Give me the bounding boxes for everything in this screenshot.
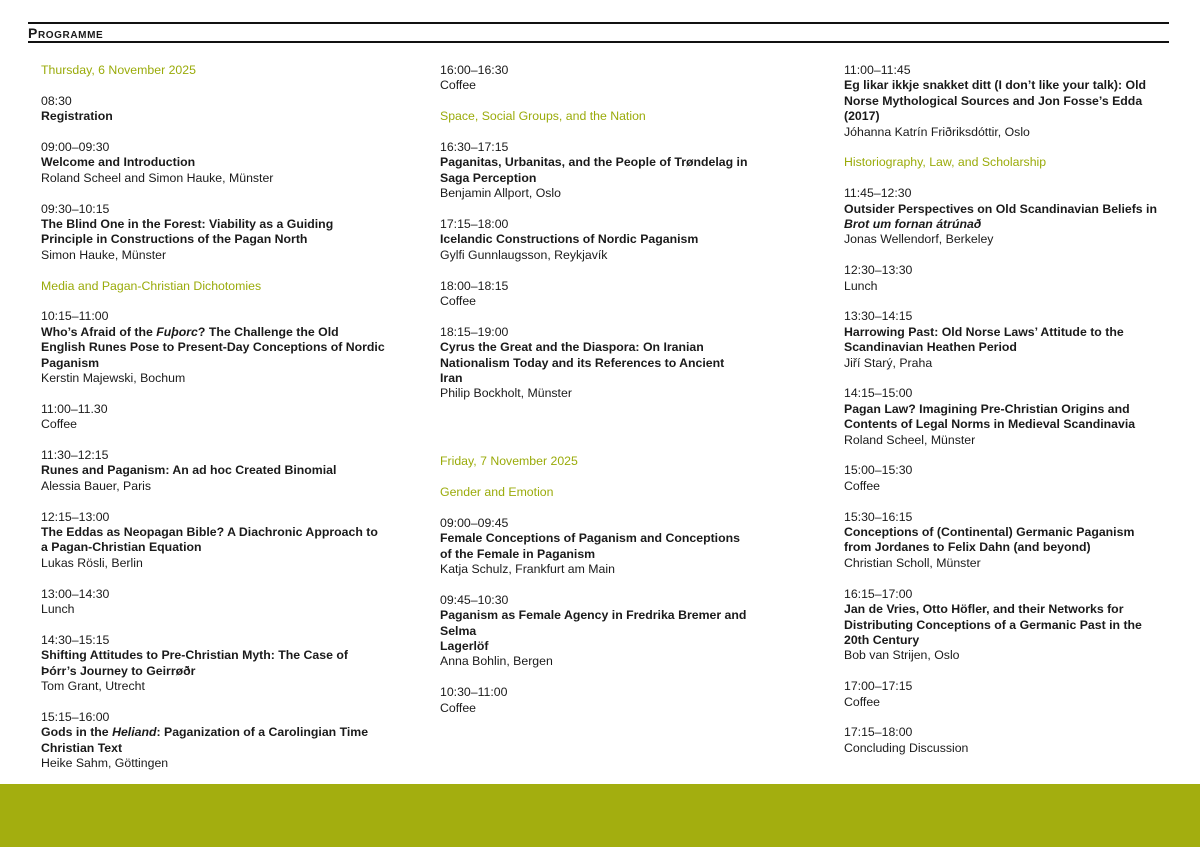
- talk-title-part: Gods in the: [41, 725, 113, 740]
- slot-speaker: Benjamin Allport, Oslo: [440, 186, 561, 201]
- programme-slot: [844, 510, 1164, 572]
- slot-speaker: Concluding Discussion: [844, 740, 969, 755]
- slot-speaker: Bob van Strijen, Oslo: [844, 648, 960, 663]
- section-title: Programme: [28, 25, 104, 41]
- slot-time: 09:30–10:15: [41, 201, 110, 216]
- talk-title: Female Conceptions of Paganism and Conceptions of the Female in Paganism: [440, 531, 740, 561]
- slot-speaker: Lunch: [41, 602, 75, 617]
- programme-slot: [440, 63, 748, 94]
- programme-slot: [440, 279, 748, 310]
- slot-speaker: Katja Schulz, Frankfurt am Main: [440, 562, 615, 577]
- slot-speaker: Roland Scheel, Münster: [844, 432, 976, 447]
- slot-time: 11:45–12:30: [844, 186, 912, 201]
- slot-time: 16:00–16:30: [440, 63, 509, 77]
- header-rule-bottom: [28, 41, 1169, 43]
- slot-speaker: Philip Bockholt, Münster: [440, 386, 572, 401]
- slot-time: 15:15–16:00: [41, 709, 110, 724]
- slot-time: 09:45–10:30: [440, 592, 509, 607]
- programme-slot: [844, 463, 1164, 494]
- slot-speaker: Coffee: [440, 78, 477, 93]
- slot-speaker: Heike Sahm, Göttingen: [41, 756, 169, 771]
- slot-time: 09:00–09:30: [41, 140, 110, 154]
- talk-title: The Blind One in the Forest: Viability as a Guiding Principle in Constructions of the Pagan North: [41, 217, 334, 247]
- programme-slot: [440, 325, 748, 402]
- slot-time: 18:15–19:00: [440, 324, 509, 339]
- session-heading: Space, Social Groups, and the Nation: [440, 109, 646, 124]
- slot-speaker: Jiří Starý, Praha: [844, 355, 933, 370]
- slot-speaker: Coffee: [844, 478, 881, 493]
- programme-slot: [440, 140, 748, 202]
- talk-title-part: Who’s Afraid of the: [41, 324, 157, 339]
- spacer: [440, 417, 748, 454]
- slot-time: 11:30–12:15: [41, 448, 109, 463]
- slot-time: 13:00–14:30: [41, 586, 110, 601]
- programme-slot: [844, 587, 1164, 664]
- programme-slot: [41, 402, 386, 433]
- slot-speaker: Roland Scheel and Simon Hauke, Münster: [41, 170, 274, 185]
- programme-slot: [41, 94, 386, 125]
- talk-title: Paganitas, Urbanitas, and the People of Trøndelag in Saga Perception: [440, 155, 748, 185]
- talk-title: Welcome and Introduction: [41, 155, 196, 170]
- talk-title-part: : Paganization of a Carolingian Time Christian Text: [41, 725, 369, 755]
- talk-title: [41, 325, 386, 371]
- slot-time: 17:15–18:00: [440, 217, 509, 232]
- programme-slot: [41, 587, 386, 618]
- slot-time: 09:00–09:45: [440, 515, 509, 530]
- programme-slot: [41, 309, 386, 386]
- header-rule-top: [28, 22, 1169, 24]
- programme-slot: [41, 710, 386, 772]
- programme-slot: [41, 448, 386, 494]
- slot-speaker: Coffee: [41, 417, 78, 432]
- slot-time: 18:00–18:15: [440, 278, 509, 293]
- slot-speaker: Anna Bohlin, Bergen: [440, 654, 553, 669]
- talk-title: Cyrus the Great and the Diaspora: On Iranian Nationalism Today and its References to Ancient Iran: [440, 340, 725, 386]
- programme-slot: [440, 217, 748, 263]
- slot-time: 12:15–13:00: [41, 509, 110, 524]
- slot-time: 15:00–15:30: [844, 463, 913, 478]
- talk-title: Jan de Vries, Otto Höfler, and their Networks for Distributing Conceptions of a Germanic Past in the 20th Century: [844, 602, 1142, 647]
- slot-time: 11:00–11.30: [41, 401, 108, 416]
- talk-title: Runes and Paganism: An ad hoc Created Binomial: [41, 463, 337, 478]
- slot-speaker: Coffee: [844, 694, 881, 709]
- slot-speaker: Lukas Rösli, Berlin: [41, 555, 143, 570]
- talk-title-italic: Heliand: [112, 725, 157, 740]
- talk-title: Eg likar ikkje snakket ditt (I don’t like your talk): Old Norse Mythological Sources and Jon Fosse’s Edda (2017): [844, 78, 1147, 124]
- slot-time: 13:30–14:15: [844, 309, 913, 324]
- slot-speaker: Tom Grant, Utrecht: [41, 679, 145, 694]
- slot-time: 16:30–17:15: [440, 140, 509, 154]
- programme-column-2: [440, 63, 748, 731]
- programme-column-1: [41, 63, 386, 787]
- slot-speaker: Simon Hauke, Münster: [41, 247, 167, 262]
- programme-slot: [844, 309, 1164, 371]
- session-heading: Media and Pagan-Christian Dichotomies: [41, 278, 262, 293]
- slot-time: 11:00–11:45: [844, 63, 911, 77]
- talk-title: [41, 725, 386, 756]
- programme-column-3: [844, 63, 1164, 772]
- talk-title-part: ? The Challenge the Old English Runes Pose to Present-Day Conceptions of Nordic Paganism: [41, 324, 385, 370]
- programme-slot: [41, 140, 386, 186]
- slot-speaker: Christian Scholl, Münster: [844, 555, 981, 570]
- talk-title: Pagan Law? Imagining Pre-Christian Origins and Contents of Legal Norms in Medieval Scandinavia: [844, 401, 1136, 432]
- slot-speaker: Kerstin Majewski, Bochum: [41, 371, 186, 386]
- slot-speaker: Jóhanna Katrín Friðriksdóttir, Oslo: [844, 124, 1030, 139]
- talk-title-italic: Fuþorc: [156, 324, 198, 339]
- session-heading: Historiography, Law, and Scholarship: [844, 155, 1047, 170]
- programme-slot: [844, 725, 1164, 756]
- slot-speaker: Jonas Wellendorf, Berkeley: [844, 232, 994, 247]
- slot-time: 12:30–13:30: [844, 263, 913, 278]
- session-heading: Gender and Emotion: [440, 485, 554, 500]
- talk-title: The Eddas as Neopagan Bible? A Diachronic Approach to a Pagan-Christian Equation: [41, 525, 378, 555]
- talk-title: Icelandic Constructions of Nordic Paganism: [440, 232, 699, 247]
- slot-time: 10:15–11:00: [41, 309, 109, 324]
- footer-band: [0, 784, 1200, 847]
- programme-slot: [440, 593, 748, 670]
- programme-slot: [844, 679, 1164, 710]
- slot-speaker: Lunch: [844, 278, 878, 293]
- talk-title: [844, 202, 1164, 233]
- programme-slot: [844, 263, 1164, 294]
- slot-speaker: Coffee: [440, 700, 477, 715]
- slot-time: 08:30: [41, 93, 72, 108]
- talk-title: Paganism as Female Agency in Fredrika Bremer and Selma: [440, 608, 747, 638]
- programme-slot: [440, 685, 748, 716]
- day-heading: Thursday, 6 November 2025: [41, 63, 196, 77]
- talk-title: Harrowing Past: Old Norse Laws’ Attitude to the Scandinavian Heathen Period: [844, 324, 1124, 355]
- programme-slot: [41, 633, 386, 695]
- programme-slot: [844, 386, 1164, 448]
- slot-time: 14:30–15:15: [41, 632, 110, 647]
- slot-speaker: Alessia Bauer, Paris: [41, 478, 152, 493]
- talk-title-italic: Brot um fornan átrúnað: [844, 217, 982, 232]
- talk-title: Shifting Attitudes to Pre-Christian Myth: The Case of Þórr’s Journey to Geirrøðr: [41, 648, 348, 678]
- slot-time: 17:15–18:00: [844, 725, 913, 740]
- slot-speaker: Gylfi Gunnlaugsson, Reykjavík: [440, 247, 608, 262]
- programme-slot: [41, 202, 386, 264]
- programme-slot: [41, 510, 386, 572]
- slot-time: 14:15–15:00: [844, 386, 913, 401]
- programme-slot: [844, 63, 1164, 140]
- slot-time: 10:30–11:00: [440, 685, 508, 700]
- programme-slot: [844, 186, 1164, 248]
- talk-title-part: Outsider Perspectives on Old Scandinavian Beliefs in: [844, 201, 1157, 216]
- talk-title: Conceptions of (Continental) Germanic Paganism from Jordanes to Felix Dahn (and beyond): [844, 525, 1135, 555]
- slot-time: 16:15–17:00: [844, 586, 913, 601]
- slot-time: 15:30–16:15: [844, 509, 913, 524]
- talk-title: Lagerlöf: [440, 639, 489, 654]
- slot-speaker: Coffee: [440, 294, 477, 309]
- programme-slot: [440, 516, 748, 578]
- slot-time: 17:00–17:15: [844, 679, 913, 694]
- talk-title: Registration: [41, 109, 113, 124]
- day-heading: Friday, 7 November 2025: [440, 454, 578, 469]
